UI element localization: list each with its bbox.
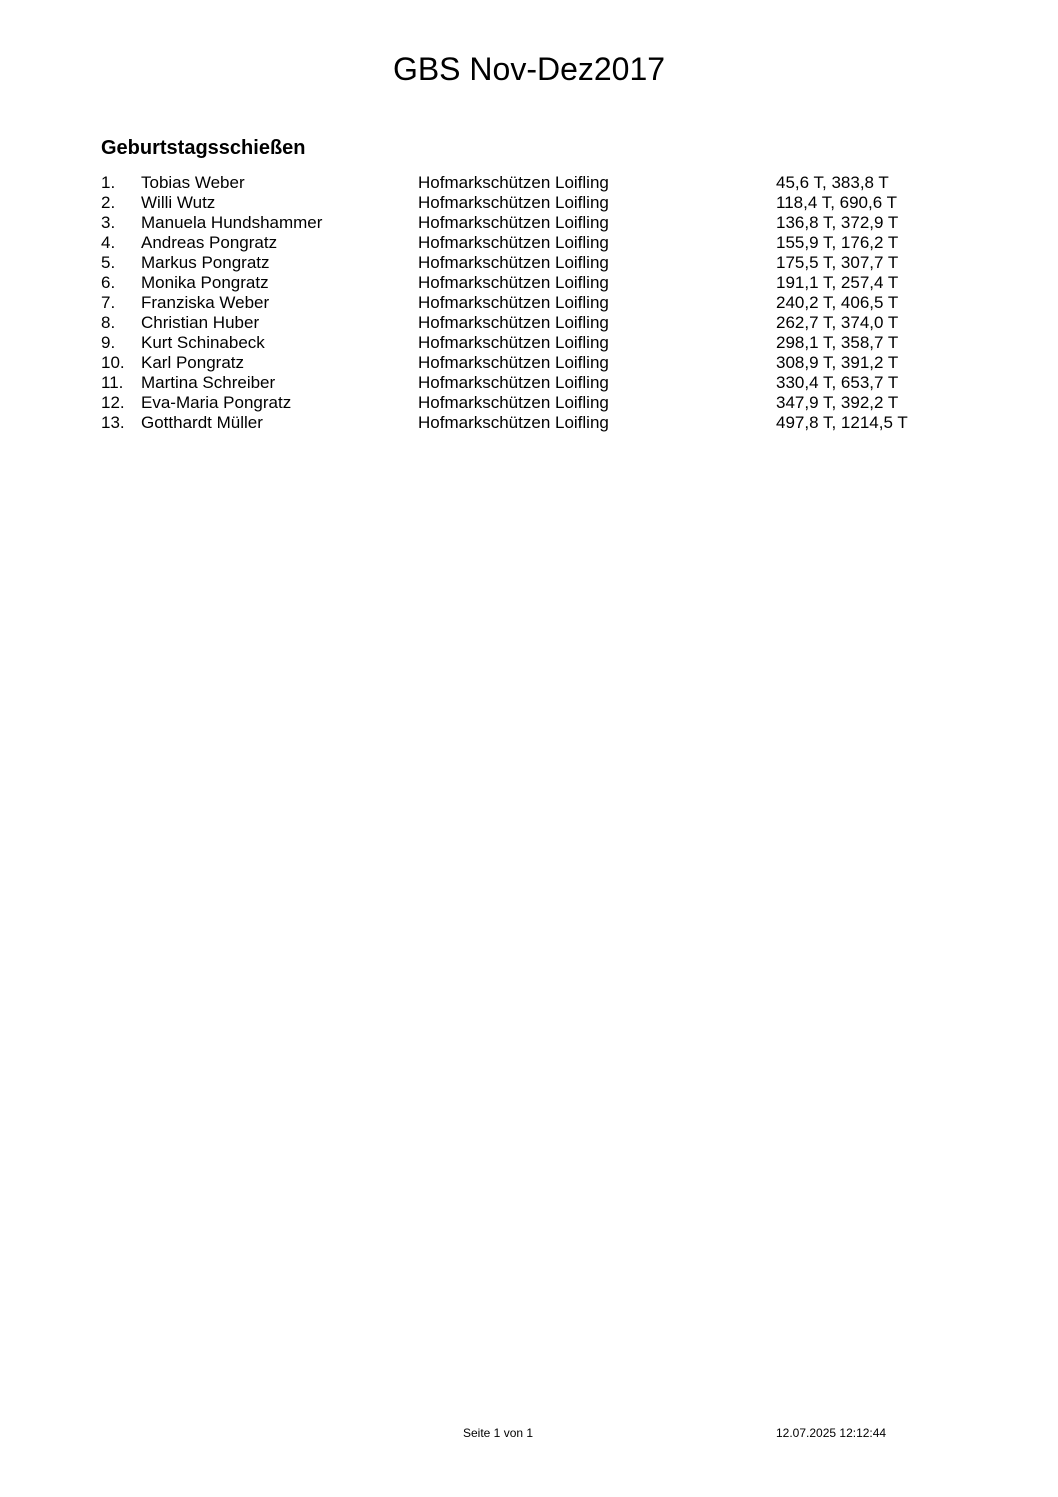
rank: 3. [101,213,116,232]
shooter-name: Franziska Weber [141,293,270,312]
rank: 12. [101,393,125,412]
rank: 11. [101,373,124,392]
club-name: Hofmarkschützen Loifling [418,313,609,332]
club-name: Hofmarkschützen Loifling [418,333,609,352]
list-item [101,313,961,333]
list-item [101,413,961,433]
list-item [101,273,961,293]
page-title: GBS Nov-Dez2017 [392,51,666,87]
score: 347,9 T, 392,2 T [776,393,899,412]
shooter-name: Andreas Pongratz [141,233,278,252]
rank: 5. [101,253,116,272]
list-item [101,193,961,213]
score: 262,7 T, 374,0 T [776,313,899,332]
rank: 1. [101,173,116,192]
list-item [101,393,961,413]
score: 191,1 T, 257,4 T [776,273,899,292]
list-item [101,173,961,193]
score: 136,8 T, 372,9 T [776,213,899,232]
club-name: Hofmarkschützen Loifling [418,393,609,412]
shooter-name: Eva-Maria Pongratz [141,393,292,412]
list-item [101,253,961,273]
list-item [101,293,961,313]
club-name: Hofmarkschützen Loifling [418,173,609,192]
club-name: Hofmarkschützen Loifling [418,353,609,372]
rank: 10. [101,353,125,372]
shooter-name: Willi Wutz [141,193,216,212]
rank: 13. [101,413,125,432]
shooter-name: Karl Pongratz [141,353,244,372]
results-list [101,173,961,433]
score: 240,2 T, 406,5 T [776,293,899,312]
list-item [101,213,961,233]
shooter-name: Monika Pongratz [141,273,269,292]
print-timestamp: 12.07.2025 12:12:44 [776,1426,887,1440]
list-item [101,353,961,373]
score: 497,8 T, 1214,5 T [776,413,908,432]
rank: 9. [101,333,116,352]
shooter-name: Markus Pongratz [141,253,270,272]
club-name: Hofmarkschützen Loifling [418,213,609,232]
shooter-name: Gotthardt Müller [141,413,263,432]
rank: 4. [101,233,116,252]
list-item [101,233,961,253]
shooter-name: Christian Huber [141,313,260,332]
club-name: Hofmarkschützen Loifling [418,293,609,312]
rank: 7. [101,293,116,312]
shooter-name: Kurt Schinabeck [141,333,265,352]
list-item [101,333,961,353]
score: 155,9 T, 176,2 T [776,233,899,252]
rank: 2. [101,193,116,212]
club-name: Hofmarkschützen Loifling [418,273,609,292]
section-heading: Geburtstagsschießen [101,137,306,159]
club-name: Hofmarkschützen Loifling [418,253,609,272]
rank: 8. [101,313,116,332]
rank: 6. [101,273,116,292]
shooter-name: Martina Schreiber [141,373,276,392]
club-name: Hofmarkschützen Loifling [418,233,609,252]
score: 330,4 T, 653,7 T [776,373,899,392]
shooter-name: Manuela Hundshammer [141,213,323,232]
club-name: Hofmarkschützen Loifling [418,413,609,432]
score: 175,5 T, 307,7 T [776,253,899,272]
score: 298,1 T, 358,7 T [776,333,899,352]
score: 45,6 T, 383,8 T [776,173,889,192]
page-number: Seite 1 von 1 [463,1426,534,1440]
list-item [101,373,961,393]
shooter-name: Tobias Weber [141,173,245,192]
club-name: Hofmarkschützen Loifling [418,193,609,212]
score: 308,9 T, 391,2 T [776,353,899,372]
score: 118,4 T, 690,6 T [776,193,897,212]
club-name: Hofmarkschützen Loifling [418,373,609,392]
